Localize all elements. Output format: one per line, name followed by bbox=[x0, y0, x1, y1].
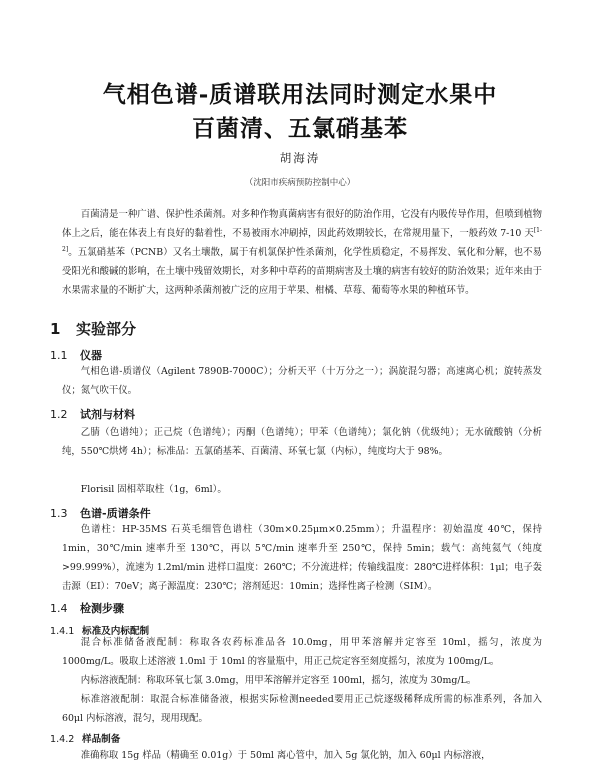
subsection-label: 仪器 bbox=[80, 349, 102, 362]
standard-solution-paragraph: 标准溶液配制：取混合标准储备液，根据实际检测needed要用正己烷逐级稀释成所需的标准系列，各加入 60μl 内标溶液，混匀，现用现配。 bbox=[62, 694, 542, 724]
subsubsection-heading-1-4-2 bbox=[50, 731, 120, 745]
author-affiliation: （沈阳市疾病预防控制中心） bbox=[244, 178, 356, 188]
subsection-number: 1.1 bbox=[50, 349, 68, 362]
subsection-number: 1.2 bbox=[50, 408, 68, 421]
paper-title-line2: 百菌清、五氯硝基苯 bbox=[192, 115, 408, 142]
subsection-heading-1-2 bbox=[50, 406, 135, 422]
subsection-heading-1-3 bbox=[50, 505, 151, 521]
subsection-label: 检测步骤 bbox=[80, 602, 124, 615]
spe-column-paragraph: Florisil 固相萃取柱（1g，6ml）。 bbox=[80, 484, 227, 495]
subsection-number: 1.3 bbox=[50, 507, 68, 520]
author-name: 胡海涛 bbox=[279, 151, 321, 165]
stock-solution-paragraph: 混合标准储备液配制：称取各农药标准品各 10.0mg，用甲苯溶解并定容至 10ml，摇匀，浓度为 1000mg/L。吸取上述溶液 1.0ml 于 10ml 的容量瓶中，用正己烷定容至刻度摇匀，浓度为 100mg/L。 bbox=[62, 637, 542, 667]
subsection-label: 色谱-质谱条件 bbox=[80, 507, 151, 520]
reagents-paragraph: 乙腈（色谱纯）；正己烷（色谱纯）；丙酮（色谱纯）；甲苯（色谱纯）；氯化钠（优级纯）；无水硫酸钠（分析纯，550℃烘烤 4h）；标准品：五氯硝基苯、百菌清、环氧七氯（内标），纯度均大于 98%。 bbox=[62, 427, 542, 457]
paper-title-line1: 气相色谱-质谱联用法同时测定水果中 bbox=[102, 81, 498, 108]
subsubsection-label: 标准及内标配制 bbox=[82, 626, 150, 637]
subsection-heading-1-1 bbox=[50, 347, 102, 363]
subsection-label: 试剂与材料 bbox=[80, 408, 135, 421]
subsection-number: 1.4 bbox=[50, 602, 68, 615]
internal-standard-paragraph: 内标溶液配制：称取环氧七氯 3.0mg，用甲苯溶解并定容至 100ml，摇匀，浓度为 30mg/L。 bbox=[80, 675, 477, 686]
citation-ref: [1-2] bbox=[62, 226, 542, 253]
gcms-conditions-paragraph: 色谱柱：HP-35MS 石英毛细管色谱柱（30m×0.25μm×0.25mm）；升温程序：初始温度 40℃，保持 1min，30℃/min 速率升至 130℃，再以 5℃/min 速率升至 250℃，保持 5min；载气：高纯氦气（纯度>99.999%），流速为 1.2ml/min 进样口温度：260℃；不分流进样；传输线温度：280℃进样体积：1μl；电子轰击源（EI）：70eV；离子源温度：230℃；溶剂延迟：10min；选择性离子检测（SIM）。 bbox=[62, 524, 542, 592]
instruments-paragraph: 气相色谱-质谱仪（Agilent 7890B-7000C）；分析天平（十万分之一）；涡旋混匀器；高速离心机；旋转蒸发仪；氮气吹干仪。 bbox=[62, 366, 542, 396]
sample-prep-paragraph: 准确称取 15g 样品（精确至 0.01g）于 50ml 离心管中，加入 5g 氯化钠，加入 60μl 内标溶液， bbox=[80, 750, 491, 761]
subsection-heading-1-4 bbox=[50, 600, 124, 616]
intro-paragraph bbox=[62, 205, 542, 300]
subsubsection-number: 1.4.2 bbox=[50, 734, 75, 745]
intro-text-cont: 。五氯硝基苯（PCNB）又名土壤散，属于有机氯保护性杀菌剂，化学性质稳定，不易挥发、氧化和分解，也不易受阳光和酸碱的影响，在土壤中残留效期长，对多种中草药的苗期病害及土壤的病害有较好的防治效果；近年来由于水果需求量的不断扩大，这两种杀菌剂被广泛的应用于苹果、柑橘、草莓、葡萄等水果的种植环节。 bbox=[62, 247, 542, 296]
intro-text: 百菌清是一种广谱、保护性杀菌剂。对多种作物真菌病害有很好的防治作用，它没有内吸传导作用，但喷到植物体上之后，能在体表上有良好的黏着性，不易被雨水冲刷掉，因此药效期较长，在常规用量下，一般药效 7-10 天 bbox=[62, 209, 542, 239]
section-label: 实验部分 bbox=[76, 320, 137, 338]
section-heading-1 bbox=[50, 318, 136, 339]
subsubsection-number: 1.4.1 bbox=[50, 626, 75, 637]
section-number: 1 bbox=[50, 320, 61, 338]
subsubsection-label: 样品制备 bbox=[82, 734, 121, 745]
